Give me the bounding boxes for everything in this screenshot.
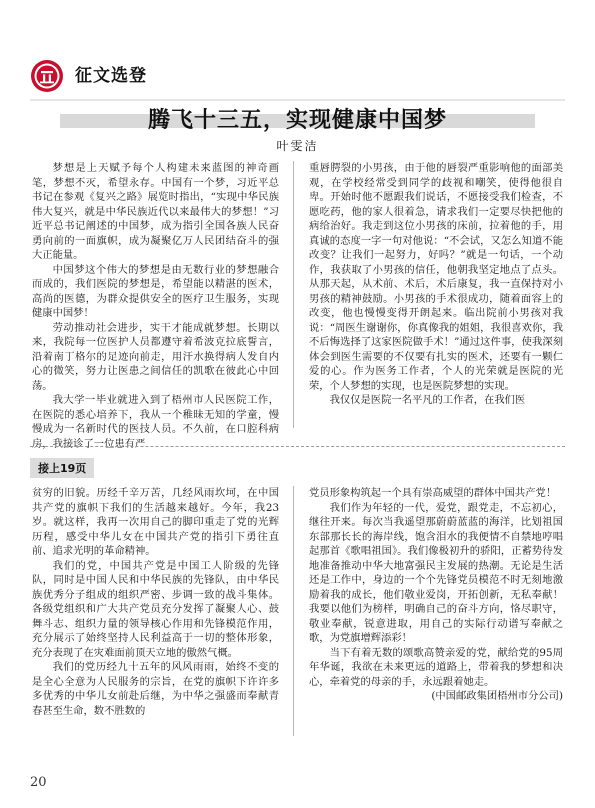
paragraph: 我大学一毕业就进入到了梧州市人民医院工作，在医院的悉心培养下，我从一个稚昧无知的学童，慢慢成为一名新时代的医技人员。不久前，在口腔科病房，我接诊了一位患有严 xyxy=(32,394,279,450)
paragraph: 重唇腭裂的小男孩，由于他的唇裂严重影响他的面部美观，在学校经常受到同学的歧视和嘲笑，使得他很自卑。开始时他不愿跟我们说话，不愿接受我们检查，不愿吃药，他的家人很着急，请求我们一定要尽快把他的病给治好。我走到这位小男孩的床前，拉着他的手，用真诚的态度一字一句对他说：“不会试，又怎么知道不能改变？让我们一起努力，好吗？”就是一句话，一个动作，我获取了小男孩的信任，他朝我坚定地点了点头。从那天起，从术前、术后，术后康复，我一直保持对小男孩的精神鼓励。小男孩的手术很成功，随着面容上的改变，他也慢慢变得开朗起来。临出院前小男孩对我说：“周医生谢谢你，你真像我的姐姐，我很喜欢你，我不后悔选择了这家医院做手术！”通过这件事，使我深刻体会到医生需要的不仅要有扎实的医术，还要有一颗仁爱的心。作为医务工作者，个人的光荣就是医院的光荣，个人梦想的实现，也是医院梦想的实现。 xyxy=(309,162,563,392)
article-column-1 xyxy=(32,161,279,450)
article-title: 腾飞十三五，实现健康中国梦 xyxy=(147,108,447,133)
article-column-2 xyxy=(309,161,563,428)
continued-column-1 xyxy=(32,486,279,743)
page-number: 20 xyxy=(30,775,47,790)
paragraph: 当下有着无数的颂歌高赞亲爱的党，献给党的95周年华诞，我欲在未来更远的道路上，带着我的梦想和决心，牵着党的母亲的手，永远跟着她走。 xyxy=(309,646,563,688)
paragraph: 我们的党历经九十五年的风风雨雨，始终不变的是全心全意为人民服务的宗旨，在党的旗帜下许许多多优秀的中华儿女前赴后继，为中华之强盛而奉献青春甚至生命，数不胜数的 xyxy=(32,661,279,717)
paragraph: 党员形象构筑起一个具有崇高威望的群体中国共产党！ xyxy=(309,487,557,499)
section-label: 征文选登 xyxy=(75,66,147,86)
paragraph: 梦想是上天赋予每个人构建未来蓝图的神奇画笔，梦想不灭，希望永存。中国有一个梦，习近平总书记在参观《复兴之路》展览时指出，“实现中华民族伟大复兴，就是中华民族近代以来最伟大的梦想！”习近平总书记阐述的中国梦，成为指引全国各族人民奋勇向前的一面旗帜，成为凝聚亿万人民团结奋斗的强大正能量。 xyxy=(32,162,279,261)
header-rule xyxy=(30,99,565,101)
party-emblem-icon xyxy=(30,59,64,93)
paragraph: 我们的党，中国共产党是中国工人阶级的先锋队，同时是中国人民和中华民族的先锋队，由中华民族优秀分子组成的组织严密、步调一致的战斗集体。各级党组织和广大共产党员充分发挥了凝聚人心、鼓舞斗志、组织力量的领导核心作用和先锋模范作用，充分展示了始终坚持人民利益高于一切的整体形象，充分表现了在灾难面前顶天立地的傲然气概。 xyxy=(32,559,279,659)
continued-column-2 xyxy=(309,486,563,743)
paragraph: 我仅仅是医院一名平凡的工作者，在我们医 xyxy=(329,394,526,406)
paragraph: 劳动推动社会进步，实干才能成就梦想。长期以来，我院每一位医护人员都遵守着希波克拉底誓言，沿着南丁格尔的足迹向前走，用汗水换得病人发自内心的微笑，努力让医患之间信任的凯歌在彼此心中回荡。 xyxy=(32,321,279,392)
paragraph: 贫穷的旧貌。历经千辛万苦，几经风雨坎坷，在中国共产党的旗帜下我们的生活越来越好。今年，我23岁。就这样，我再一次用自己的脚印重走了党的光辉历程，感受中华儿女在中国共产党的指引下勇往直前、追求光明的革命精神。 xyxy=(32,487,279,557)
continued-label: 接上19页 xyxy=(30,458,94,478)
paragraph: 我们作为年轻的一代，爱党，跟党走，不忘初心，继往开来。每次当我遥望那蔚蔚蓝蓝的海洋，比划祖国东部那长长的海岸线，饱含泪水的我便情不自禁地哼唱起那首《歌唱祖国》。我们像极初升的骄阳，正蓄势待发地准备推动中华大地富强民主发展的热潮。无论是生活还是工作中，身边的一个个先锋党员模范不时无刻地激励着我的成长，他们敬业爱岗，开拓创新，无私奉献！我要以他们为榜样，明确自己的奋斗方向，恪尽职守，敬业奉献，锐意进取，用自己的实际行动谱写奉献之歌，为党旗增辉添彩！ xyxy=(309,501,563,644)
column-divider xyxy=(293,486,294,736)
section-separator xyxy=(30,446,565,447)
column-divider xyxy=(293,161,294,428)
paragraph: 中国梦这个伟大的梦想是由无数行业的梦想融合而成的，我们医院的梦想是，希望能以精湛的医术，高尚的医德，为群众提供安全的医疗卫生服务，实现健康中国梦！ xyxy=(32,263,279,319)
author-affiliation: (中国邮政集团梧州市分公司) xyxy=(431,690,563,702)
article-author: 叶雯洁 xyxy=(276,139,319,153)
